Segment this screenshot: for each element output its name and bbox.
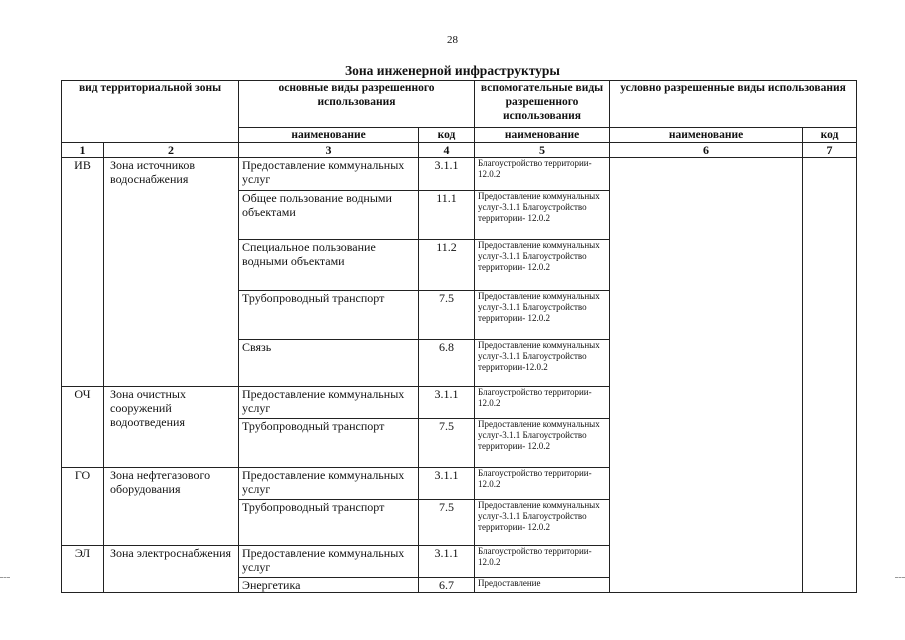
zone-name: Зона электроснабжения	[104, 546, 239, 593]
main-use-code: 3.1.1	[419, 546, 475, 578]
zone-code: ИВ	[62, 158, 104, 387]
main-use-name: Предоставление коммунальных услуг	[239, 387, 419, 419]
zone-code: ОЧ	[62, 387, 104, 468]
header-aux-name: наименование	[475, 128, 610, 143]
header-cond-code: код	[803, 128, 857, 143]
table-body	[62, 158, 857, 593]
main-use-name: Предоставление коммунальных услуг	[239, 468, 419, 500]
table-row	[62, 158, 857, 191]
header-cond-name: наименование	[610, 128, 803, 143]
main-use-name: Предоставление коммунальных услуг	[239, 546, 419, 578]
aux-use: Благоустройство территории- 12.0.2	[475, 158, 610, 191]
col-number-2: 2	[104, 143, 239, 158]
header-main-name: наименование	[239, 128, 419, 143]
main-use-name: Энергетика	[239, 578, 419, 593]
main-use-code: 7.5	[419, 500, 475, 546]
main-use-name: Трубопроводный транспорт	[239, 500, 419, 546]
cond-use-name	[610, 158, 803, 593]
main-use-code: 11.2	[419, 240, 475, 291]
column-numbers-row	[62, 143, 857, 158]
aux-use: Благоустройство территории- 12.0.2	[475, 546, 610, 578]
main-use-name: Связь	[239, 340, 419, 387]
main-use-name: Трубопроводный транспорт	[239, 291, 419, 340]
main-use-code: 7.5	[419, 419, 475, 468]
main-use-code: 3.1.1	[419, 387, 475, 419]
main-use-code: 7.5	[419, 291, 475, 340]
col-number-7: 7	[803, 143, 857, 158]
main-use-code: 6.7	[419, 578, 475, 593]
main-use-name: Специальное пользование водными объектами	[239, 240, 419, 291]
zone-name: Зона источников водоснабжения	[104, 158, 239, 387]
header-zone-type: вид территориальной зоны	[62, 81, 239, 143]
aux-use: Предоставление коммунальных услуг-3.1.1 Благоустройство территории- 12.0.2	[475, 500, 610, 546]
page-title: Зона инженерной инфраструктуры	[345, 63, 560, 78]
aux-use: Предоставление коммунальных услуг-3.1.1 Благоустройство территории-12.0.2	[475, 340, 610, 387]
header-main-uses: основные виды разрешенного использования	[239, 81, 475, 128]
header-cond-uses: условно разрешенные виды использования	[610, 81, 857, 128]
aux-use: Предоставление коммунальных услуг-3.1.1 Благоустройство территории- 12.0.2	[475, 240, 610, 291]
col-number-4: 4	[419, 143, 475, 158]
main-use-code: 3.1.1	[419, 158, 475, 191]
header-main-code: код	[419, 128, 475, 143]
main-use-name: Трубопроводный транспорт	[239, 419, 419, 468]
aux-use: Благоустройство территории- 12.0.2	[475, 468, 610, 500]
aux-use: Предоставление	[475, 578, 610, 593]
header-aux-uses: вспомогательные виды разрешенного использования	[475, 81, 610, 128]
zone-code: ЭЛ	[62, 546, 104, 593]
zone-name: Зона очистных сооружений водоотведения	[104, 387, 239, 468]
table-header	[62, 81, 857, 143]
main-use-name: Общее пользование водными объектами	[239, 191, 419, 240]
col-number-6: 6	[610, 143, 803, 158]
aux-use: Предоставление коммунальных услуг-3.1.1 Благоустройство территории- 12.0.2	[475, 419, 610, 468]
zones-table	[61, 80, 857, 593]
main-use-code: 3.1.1	[419, 468, 475, 500]
fold-mark-right	[895, 577, 905, 578]
col-number-3: 3	[239, 143, 419, 158]
col-number-1: 1	[62, 143, 104, 158]
aux-use: Благоустройство территории- 12.0.2	[475, 387, 610, 419]
aux-use: Предоставление коммунальных услуг-3.1.1 Благоустройство территории- 12.0.2	[475, 291, 610, 340]
aux-use: Предоставление коммунальных услуг-3.1.1 Благоустройство территории- 12.0.2	[475, 191, 610, 240]
zone-name: Зона нефтегазового оборудования	[104, 468, 239, 546]
page-number: 28	[447, 34, 458, 46]
main-use-code: 6.8	[419, 340, 475, 387]
main-use-code: 11.1	[419, 191, 475, 240]
zone-code: ГО	[62, 468, 104, 546]
fold-mark-left	[0, 577, 10, 578]
col-number-5: 5	[475, 143, 610, 158]
cond-use-code	[803, 158, 857, 593]
main-use-name: Предоставление коммунальных услуг	[239, 158, 419, 191]
